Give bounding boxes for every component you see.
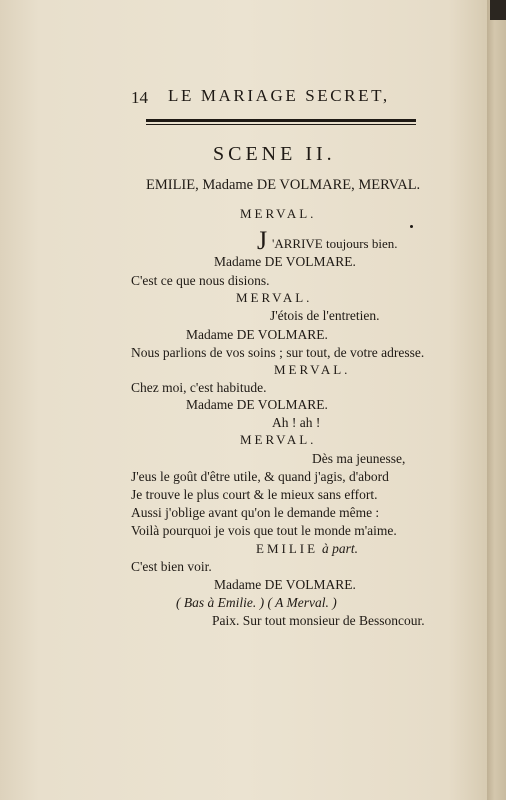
line-6-text: Ah ! ah ! [272,415,321,430]
scene-cast: EMILIE, Madame DE VOLMARE, MERVAL. [146,177,421,193]
binding-strip [490,0,506,20]
header-rule-thin [146,124,416,125]
speaker-volmare-1: Madame DE VOLMARE. [214,254,356,269]
speaker-volmare-4: Madame DE VOLMARE. [214,577,356,592]
line-7-text-2: J'eus le goût d'être utile, & quand j'agis, d'abord [131,469,389,484]
line-4-text: Nous parlions de vos soins ; sur tout, de votre adresse. [131,345,425,360]
drop-initial: J [257,226,268,255]
line-9-text: Paix. Sur tout monsieur de Bessoncour. [212,613,425,628]
speaker-merval-4: MERVAL. [240,432,317,447]
header-rule-thick [146,119,416,122]
line-5-text: Chez moi, c'est habitude. [131,380,267,395]
line-1-text: 'ARRIVE toujours bien. [272,236,398,251]
page-number: 14 [131,88,148,107]
line-8-text: C'est bien voir. [131,559,212,574]
speaker-merval-1: MERVAL. [240,206,317,221]
stage-direction: ( Bas à Emilie. ) ( A Merval. ) [176,595,337,610]
speaker-merval-3: MERVAL. [274,362,351,377]
speaker-volmare-3: Madame DE VOLMARE. [186,397,328,412]
margin-mark [410,225,413,228]
line-7-text-1: Dès ma jeunesse, [312,451,406,466]
line-3-text: J'étois de l'entretien. [270,308,380,323]
line-7-text-4: Aussi j'oblige avant qu'on le demande même : [131,505,380,520]
speaker-merval-2: MERVAL. [236,290,313,305]
speaker-emilie: EMILIE [256,541,319,556]
speaker-volmare-2: Madame DE VOLMARE. [186,327,328,342]
line-7-text-5: Voilà pourquoi je vois que tout le monde m'aime. [131,523,397,538]
line-2-text: C'est ce que nous disions. [131,273,270,288]
page-edge [487,0,506,800]
stage-direction-aside: à part. [322,541,359,556]
line-7-text-3: Je trouve le plus court & le mieux sans effort. [131,487,378,502]
running-title: LE MARIAGE SECRET, [168,86,390,105]
scene-title: SCENE II. [213,143,336,165]
